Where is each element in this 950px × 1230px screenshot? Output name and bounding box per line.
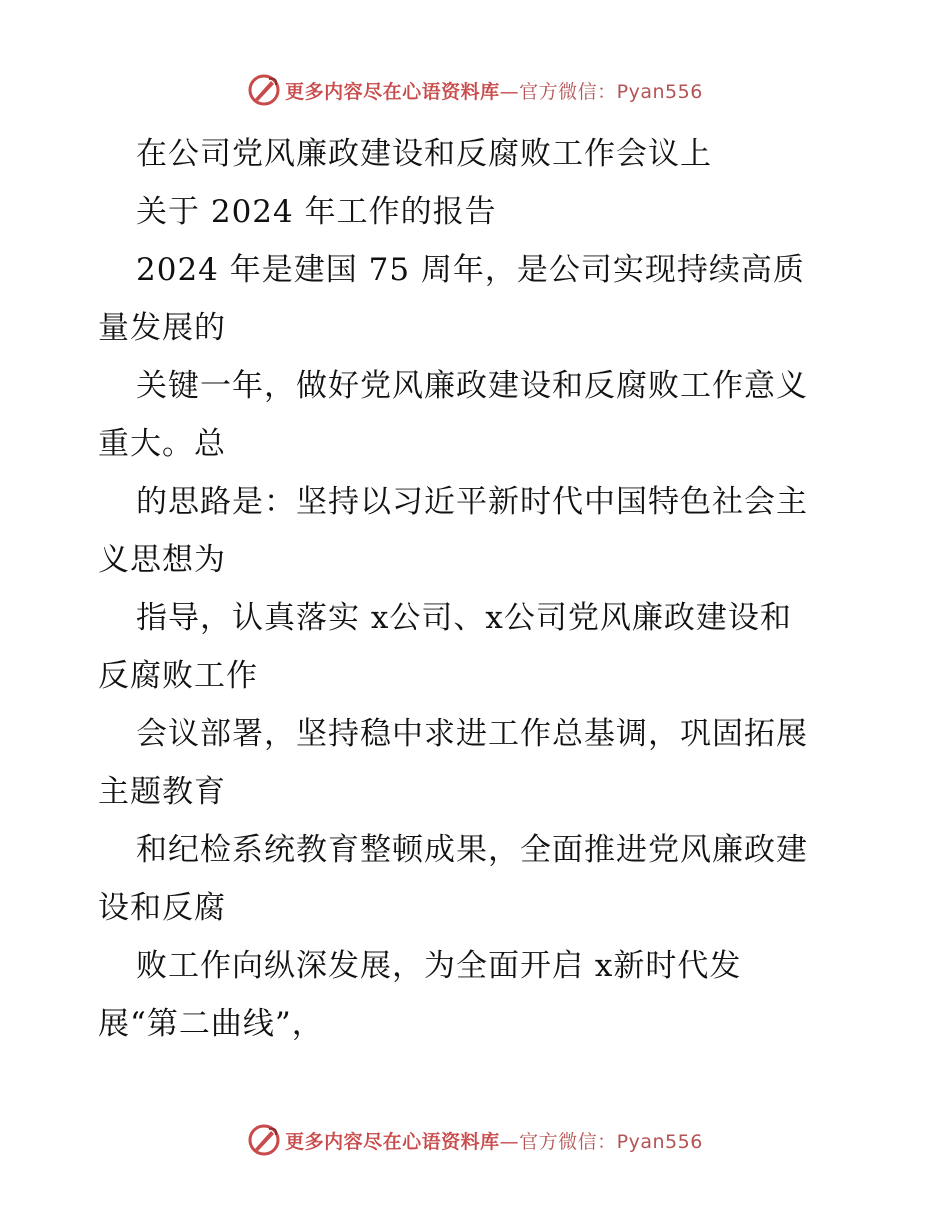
body-line-4: 重大。总 xyxy=(98,426,226,462)
quill-logo-icon xyxy=(247,73,281,107)
body-line-2: 量发展的 xyxy=(98,310,226,346)
body-line-9: 会议部署，坚持稳中求进工作总基调，巩固拓展 xyxy=(136,716,808,752)
body-line-8: 反腐败工作 xyxy=(98,658,258,694)
body-line-13: 败工作向纵深发展，为全面开启 x新时代发 xyxy=(136,948,742,984)
body-line-12: 设和反腐 xyxy=(98,890,226,926)
body-line-7: 指导，认真落实 x公司、x公司党风廉政建设和 xyxy=(136,600,792,636)
title-line-1: 在公司党风廉政建设和反腐败工作会议上 xyxy=(136,136,712,172)
header-watermark-banner xyxy=(0,70,950,110)
body-line-14: 展“第二曲线”， xyxy=(98,1006,324,1042)
body-line-11: 和纪检系统教育整顿成果，全面推进党风廉政建 xyxy=(136,832,808,868)
body-line-10: 主题教育 xyxy=(98,774,226,810)
watermark-text: 更多内容尽在心语资料库—官方微信：Pyan556 xyxy=(285,80,703,103)
watermark-text: 更多内容尽在心语资料库—官方微信：Pyan556 xyxy=(285,1130,703,1153)
body-line-3: 关键一年，做好党风廉政建设和反腐败工作意义 xyxy=(136,368,808,404)
footer-watermark-banner xyxy=(0,1120,950,1160)
body-line-1: 2024 年是建国 75 周年，是公司实现持续高质 xyxy=(136,252,805,288)
quill-logo-icon xyxy=(247,1123,281,1157)
document-body xyxy=(98,125,868,1053)
title-line-2: 关于 2024 年工作的报告 xyxy=(136,194,497,230)
body-line-5: 的思路是：坚持以习近平新时代中国特色社会主 xyxy=(136,484,808,520)
body-line-6: 义思想为 xyxy=(98,542,226,578)
